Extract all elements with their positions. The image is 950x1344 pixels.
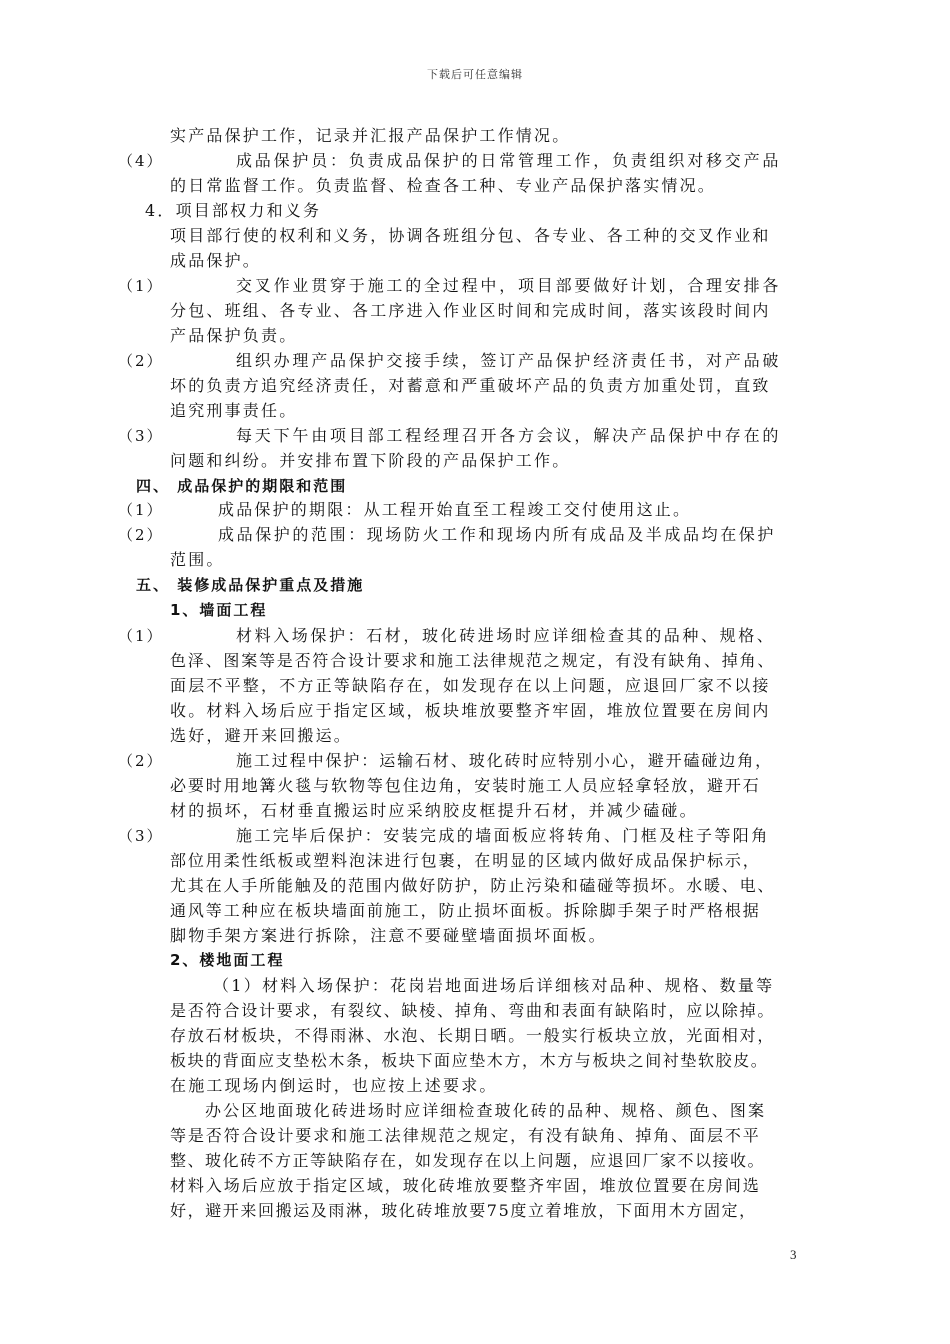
text-line: 坏的负责方追究经济责任，对蓄意和严重破坏产品的负责方加重处罚，直致 (170, 376, 771, 395)
text-line: 成品保护的期限：从工程开始直至工程竣工交付使用这止。 (218, 500, 692, 519)
list-number: （3） (118, 827, 164, 845)
text-line: 在施工现场内倒运时，也应按上述要求。 (170, 1076, 498, 1095)
text-line: 分包、班组、各专业、各工序进入作业区时间和完成时间，落实该段时间内 (170, 301, 771, 320)
text-line: 存放石材板块，不得雨淋、水泡、长期日晒。一般实行板块立放，光面相对， (170, 1026, 776, 1045)
text-line: 通风等工种应在板块墙面前施工，防止损坏面板。拆除脚手架子时严格根据 (170, 901, 761, 920)
list-number: （2） (118, 352, 164, 370)
text-line: 选好，避开来回搬运。 (170, 726, 353, 745)
text-line: 尤其在人手所能触及的范围内做好防护，防止污染和磕碰等损坏。水暖、电、 (170, 876, 776, 895)
list-number: （4） (118, 152, 164, 170)
section-heading: 五、 装修成品保护重点及措施 (136, 576, 365, 594)
text-line: 追究刑事责任。 (170, 401, 298, 420)
text-line: 面层不平整，不方正等缺陷存在，如发现存在以上问题，应退回厂家不以接 (170, 676, 771, 695)
text-line: 成品保护员：负责成品保护的日常管理工作，负责组织对移交产品 (236, 151, 782, 170)
list-number: （1） (118, 277, 164, 295)
text-line: 材的损坏，石材垂直搬运时应采纳胶皮框提升石材，并减少磕碰。 (170, 801, 698, 820)
section-heading: 四、 成品保护的期限和范围 (136, 477, 348, 495)
subsection-heading: 1、墙面工程 (170, 601, 268, 619)
text-line: 施工过程中保护：运输石材、玻化砖时应特别小心，避开磕碰边角， (236, 751, 774, 770)
text-line: 的日常监督工作。负责监督、检查各工种、专业产品保护落实情况。 (170, 176, 717, 195)
section-heading: 4．项目部权力和义务 (145, 201, 322, 220)
text-line: 等是否符合设计要求和施工法律规范之规定，有没有缺角、掉角、面层不平 (170, 1126, 761, 1145)
text-line: 板块的背面应支垫松木条，板块下面应垫木方，木方与板块之间衬垫软胶皮。 (170, 1051, 769, 1070)
text-line: 材料入场后应放于指定区域，玻化砖堆放要整齐牢固，堆放位置要在房间选 (170, 1176, 761, 1195)
text-line: 必要时用地篝火毯与软物等包住边角，安装时施工人员应轻拿轻放，避开石 (170, 776, 761, 795)
subsection-heading: 2、楼地面工程 (170, 951, 285, 969)
text-line: 整、玻化砖不方正等缺陷存在，如发现存在以上问题，应退回厂家不以接收。 (170, 1151, 766, 1170)
text-line: 施工完毕后保护：安装完成的墙面板应将转角、门框及柱子等阳角 (236, 826, 770, 845)
text-line: 是否符合设计要求，有裂纹、缺棱、掉角、弯曲和表面有缺陷时，应以除掉。 (170, 1001, 776, 1020)
text-line: 成品保护的范围：现场防火工作和现场内所有成品及半成品均在保护 (218, 525, 777, 544)
text-line: 问题和纠纷。并安排布置下阶段的产品保护工作。 (170, 451, 571, 470)
text-line: 产品保护负责。 (170, 326, 298, 345)
list-number: （1） (118, 501, 164, 519)
text-line: 色泽、图案等是否符合设计要求和施工法律规范之规定，有没有缺角、掉角、 (170, 651, 776, 670)
list-number: （2） (118, 526, 164, 544)
text-line: 实产品保护工作，记录并汇报产品保护工作情况。 (170, 126, 571, 145)
list-number: （1） (118, 627, 164, 645)
text-line: 项目部行使的权利和义务，协调各班组分包、各专业、各工种的交叉作业和 (170, 226, 771, 245)
text-line: 收。材料入场后应于指定区域，板块堆放要整齐牢固，堆放位置要在房间内 (170, 701, 771, 720)
text-line: 部位用柔性纸板或塑料泡沫进行包裹，在明显的区域内做好成品保护标示， (170, 851, 761, 870)
text-line: 每天下午由项目部工程经理召开各方会议，解决产品保护中存在的 (236, 426, 782, 445)
text-line: 好，避开来回搬运及雨淋，玻化砖堆放要75度立着堆放，下面用木方固定， (170, 1201, 757, 1220)
text-line: （1）材料入场保护：花岗岩地面进场后详细核对品种、规格、数量等 (213, 976, 775, 995)
text-line: 脚物手架方案进行拆除，注意不要碰壁墙面损坏面板。 (170, 926, 607, 945)
text-line: 材料入场保护：石材，玻化砖进场时应详细检查其的品种、规格、 (236, 626, 776, 645)
list-number: （2） (118, 752, 164, 770)
page-header: 下载后可任意编辑 (427, 68, 523, 81)
list-number: （3） (118, 427, 164, 445)
text-line: 交叉作业贯穿于施工的全过程中，项目部要做好计划，合理安排各 (236, 276, 782, 295)
text-line: 成品保护。 (170, 251, 262, 270)
text-line: 组织办理产品保护交接手续，签订产品保护经济责任书，对产品破 (236, 351, 782, 370)
page-number: 3 (790, 1247, 797, 1262)
text-line: 办公区地面玻化砖进场时应详细检查玻化砖的品种、规格、颜色、图案 (205, 1101, 767, 1120)
text-line: 范围。 (170, 550, 225, 569)
